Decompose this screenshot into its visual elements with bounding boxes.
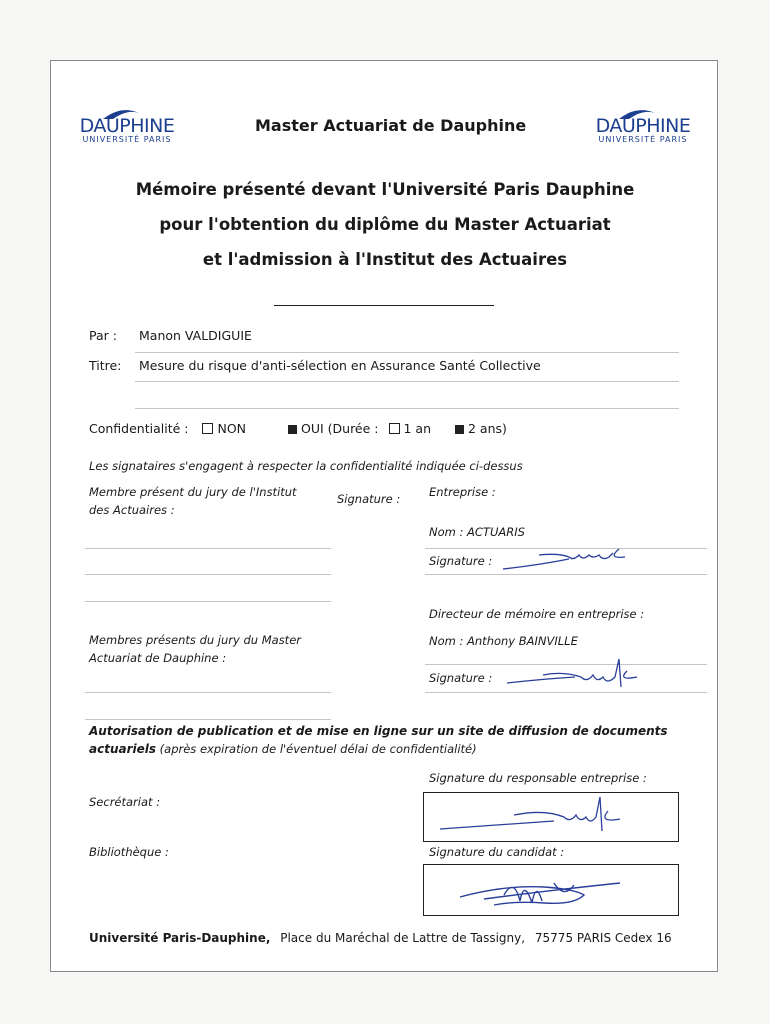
jury-master-line-2: Actuariat de Dauphine :	[89, 651, 227, 665]
entreprise-signature-scribble	[499, 545, 629, 575]
thesis-title: Mesure du risque d'anti-sélection en Assurance Santé Collective	[139, 358, 541, 373]
title-line-1: Mémoire présenté devant l'Université Paris Dauphine	[135, 180, 635, 199]
non-checkbox-box[interactable]	[202, 423, 213, 434]
autorisation-line-1: Autorisation de publication et de mise en ligne sur un site de diffusion de documents	[89, 724, 668, 738]
jury-master-line-1: Membres présents du jury du Master	[89, 633, 301, 647]
confidentiality-label: Confidentialité :	[89, 421, 189, 436]
title-line-3: et l'admission à l'Institut des Actuaires	[202, 250, 568, 269]
non-checkbox[interactable]	[202, 421, 217, 436]
logo-word: DAUPHINE	[79, 115, 175, 137]
bibliotheque-label: Bibliothèque :	[89, 845, 169, 859]
entreprise-signature-label: Signature :	[429, 554, 493, 568]
logo-subtitle: UNIVERSITÉ PARIS	[598, 135, 688, 144]
title-line-2: pour l'obtention du diplôme du Master Actuariat	[159, 215, 611, 234]
candidat-signature-label: Signature du candidat :	[429, 845, 565, 859]
autorisation-actuariels: actuariels	[89, 742, 157, 756]
oui-checkbox[interactable]	[288, 421, 301, 436]
one-year-checkbox-box[interactable]	[389, 423, 400, 434]
autorisation-line-2	[89, 742, 477, 756]
footer-address-2: 75775 PARIS Cedex 16	[534, 931, 672, 945]
oui-checkbox-box[interactable]	[288, 425, 297, 434]
directeur-signature-scribble	[503, 657, 643, 693]
secretariat-label: Secrétariat :	[89, 795, 161, 809]
dauphine-logo-left	[73, 103, 181, 147]
par-label: Par :	[89, 328, 117, 343]
entreprise-label: Entreprise :	[429, 485, 496, 499]
directeur-label: Directeur de mémoire en entreprise :	[429, 607, 645, 621]
header-title: Master Actuariat de Dauphine	[255, 116, 527, 135]
directeur-signature-label: Signature :	[429, 671, 493, 685]
oui-label: OUI (Durée :	[301, 421, 379, 436]
jury-institut-line-2: des Actuaires :	[89, 503, 175, 517]
titre-rule-2	[135, 408, 679, 409]
footer-address-1: Place du Maréchal de Lattre de Tassigny,	[280, 931, 526, 945]
resp-signature-scribble	[424, 793, 678, 841]
logo-word: DAUPHINE	[595, 115, 691, 137]
dauphine-logo-right	[589, 103, 697, 147]
entreprise-nom: Nom : ACTUARIS	[429, 525, 525, 539]
candidat-signature-scribble	[424, 865, 678, 915]
two-years-checkbox-box[interactable]	[455, 425, 464, 434]
jury-institut-line-b	[85, 574, 331, 575]
document-page	[50, 60, 718, 972]
candidat-signature-box[interactable]	[423, 864, 679, 916]
footer	[89, 931, 672, 945]
jury-institut-line-c	[85, 601, 331, 602]
par-rule	[135, 352, 679, 353]
one-year-label: 1 an	[403, 421, 432, 436]
logo-subtitle: UNIVERSITÉ PARIS	[82, 135, 172, 144]
confidentiality-row	[89, 421, 507, 436]
non-label: NON	[217, 421, 247, 436]
resp-signature-label: Signature du responsable entreprise :	[429, 771, 647, 785]
titre-label: Titre:	[89, 358, 122, 373]
titre-rule-1	[135, 381, 679, 382]
one-year-checkbox[interactable]	[389, 421, 404, 436]
signatories-note: Les signataires s'engagent à respecter la confidentialité indiquée ci-dessus	[89, 459, 523, 473]
jury-master-line-a	[85, 692, 331, 693]
jury-institut-line-1: Membre présent du jury de l'Institut	[89, 485, 297, 499]
autorisation-rest: (après expiration de l'éventuel délai de confidentialité)	[156, 742, 477, 756]
title-separator	[274, 305, 494, 306]
entreprise-signature-rule	[425, 574, 707, 575]
directeur-signature-rule	[425, 692, 707, 693]
directeur-nom: Nom : Anthony BAINVILLE	[429, 634, 578, 648]
resp-signature-box[interactable]	[423, 792, 679, 842]
jury-master-line-b	[85, 719, 331, 720]
author-name: Manon VALDIGUIE	[139, 328, 252, 343]
two-years-label: 2 ans)	[468, 421, 507, 436]
signature-label: Signature :	[337, 492, 401, 506]
footer-university: Université Paris-Dauphine,	[89, 931, 271, 945]
jury-institut-line-a	[85, 548, 331, 549]
two-years-checkbox[interactable]	[455, 421, 468, 436]
